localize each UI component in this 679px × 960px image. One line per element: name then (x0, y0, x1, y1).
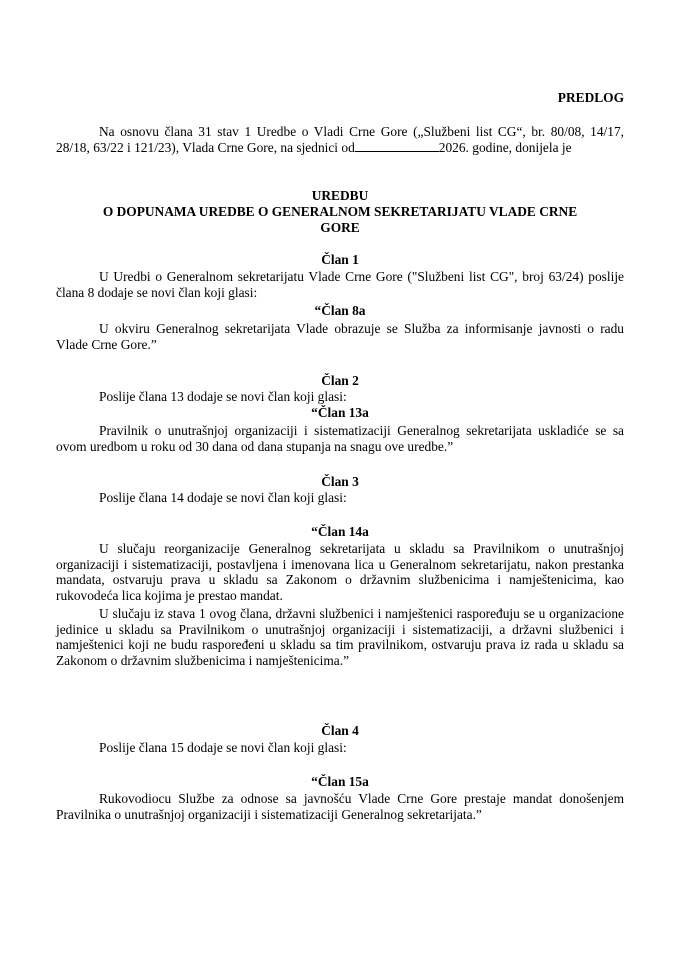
proposal-label: PREDLOG (557, 90, 624, 105)
article-13a-heading: “Član 13a (311, 405, 369, 420)
article-1-intro: U Uredbi o Generalnom sekretarijatu Vlade Crne Gore ("Službeni list CG", broj 63/24) poslije člana 8 dodaje se novi član koji glasi: (56, 269, 624, 300)
article-13a-text: Pravilnik o unutrašnjoj organizaciji i sistematizaciji Generalnog sekretarijata uskladiće se sa ovom uredbom u roku od 30 dana od dana stupanja na snagu ove uredbe.” (56, 423, 624, 454)
article-3-heading: Član 3 (321, 474, 359, 489)
article-14a-para-2: U slučaju iz stava 1 ovog člana, državni službenici i namještenici raspoređuju se u organizacione jedinice u skladu sa Pravilnikom o unutrašnjoj organizaciji i sistematizaciji, a državni službenici i namještenici koji ne budu raspoređeni u skladu sa tim pravilnikom, ostvaruju prava iz rada u skladu sa Zakonom o državnim službenicima i namještenicima.” (56, 606, 624, 668)
article-4-heading: Član 4 (321, 723, 359, 738)
article-8a-text: U okviru Generalnog sekretarijata Vlade obrazuje se Služba za informisanje javnosti o radu Vlade Crne Gore.” (56, 321, 624, 352)
preamble (56, 124, 624, 155)
article-3-intro: Poslije člana 14 dodaje se novi član koji glasi: (99, 490, 347, 505)
title-line-2: O DOPUNAMA UREDBE O GENERALNOM SEKRETARIJATU VLADE CRNE GORE (102, 204, 578, 235)
article-1-heading: Član 1 (321, 252, 359, 267)
article-15a-text: Rukovodiocu Službe za odnose sa javnošću Vlade Crne Gore prestaje mandat donošenjem Pravilnika o unutrašnjoj organizaciji i sistematizaciji Generalnog sekretarijata.” (56, 791, 624, 822)
article-8a-heading: “Član 8a (314, 303, 366, 318)
date-blank-line (355, 140, 439, 152)
title-line-1: UREDBU (311, 188, 369, 203)
article-4-intro: Poslije člana 15 dodaje se novi član koji glasi: (99, 740, 347, 755)
article-2-heading: Član 2 (321, 373, 359, 388)
article-14a-heading: “Član 14a (311, 524, 369, 539)
article-15a-heading: “Član 15a (311, 774, 369, 789)
preamble-text-end: 2026. godine, donijela je (438, 139, 572, 155)
preamble-text: Na osnovu člana 31 stav 1 Uredbe o Vladi Crne Gore („Službeni list CG“, br. 80/08, 14/17, 28/18, 63/22 i 121/23), Vlada Crne Gore, na sjednici od (56, 124, 624, 155)
article-2-intro: Poslije člana 13 dodaje se novi član koji glasi: (99, 389, 347, 404)
article-14a-para-1: U slučaju reorganizacije Generalnog sekretarijata u skladu sa Pravilnikom o unutrašnjoj organizaciji i sistematizaciji, postavljena i imenovana lica u Generalnom sekretarijatu, nakon prestanka mandata, ostvaruju prava u skladu sa Zakonom o državnim službenicima i namještenicima, kao rukovodeća lica kojima je prestao mandat. (56, 541, 624, 603)
